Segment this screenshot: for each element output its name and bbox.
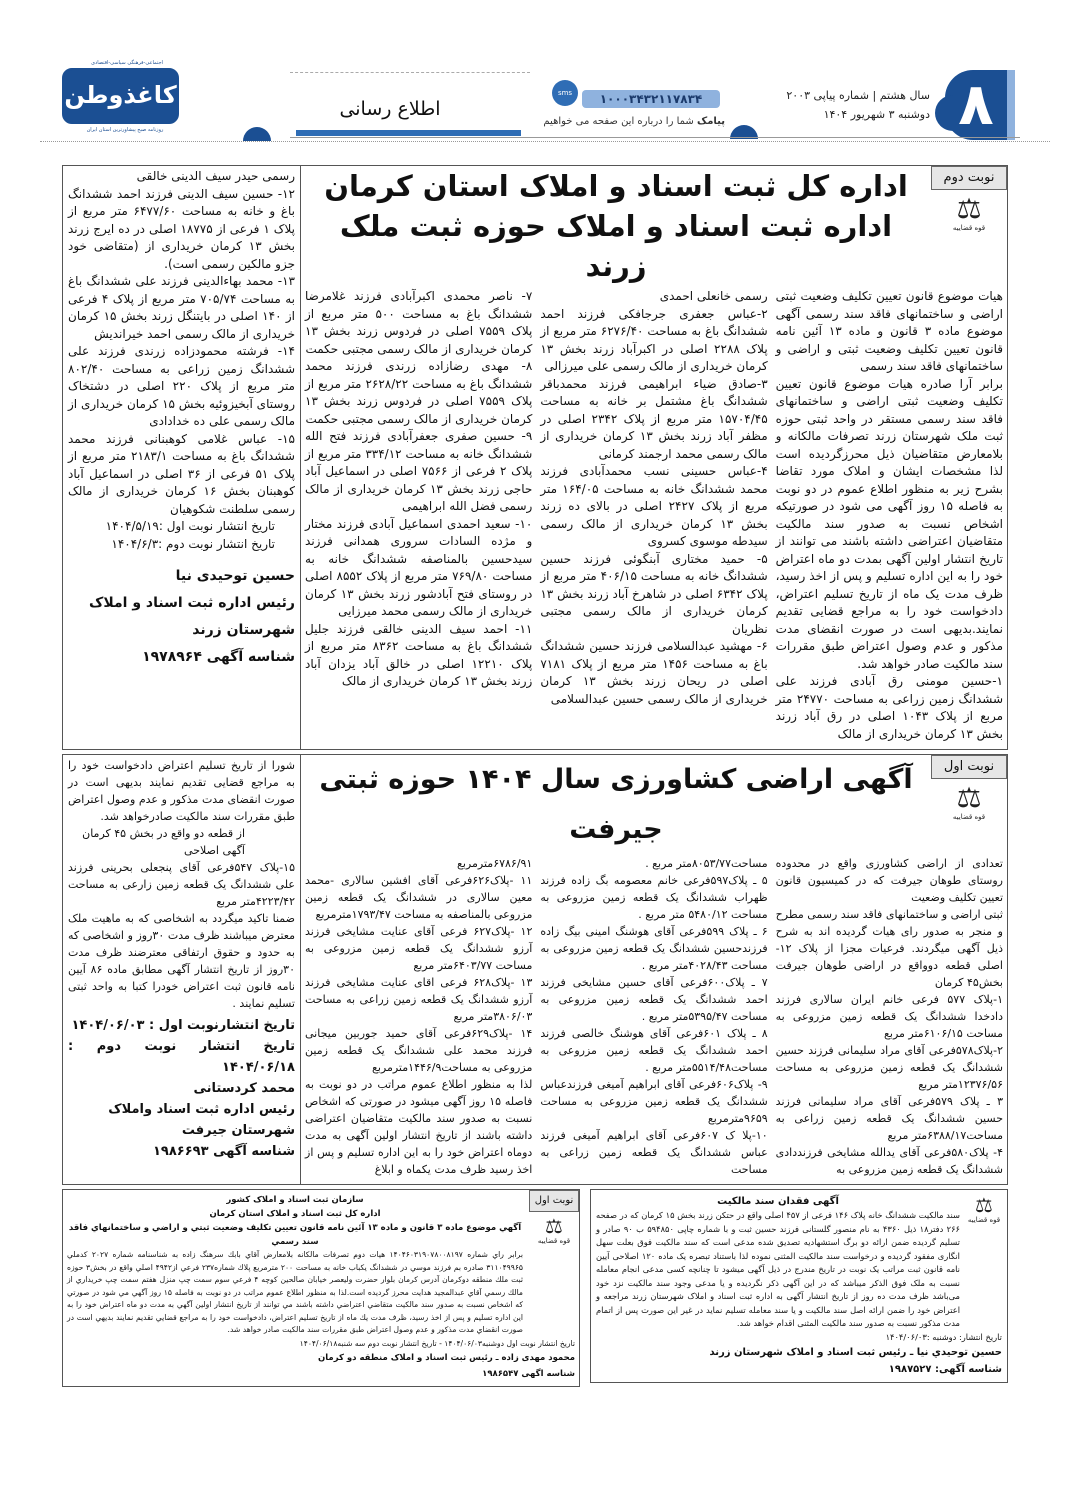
ad-main-part bbox=[301, 755, 1007, 1184]
publish-date-second: تاریخ انتشار نوبت دوم : ۱۴۰۴/۰۶/۱۸ bbox=[68, 1039, 295, 1075]
sms-caption bbox=[540, 116, 725, 127]
emblem-caption: قوه قضاییه bbox=[967, 1216, 1001, 1224]
ad-main-part bbox=[301, 166, 1007, 749]
divider bbox=[40, 141, 1050, 142]
signer-title: رئیس اداره ثبت اسناد و املاک bbox=[89, 595, 295, 611]
issue-line: سال هشتم | شماره پیاپی ۲۰۰۳ bbox=[786, 89, 930, 102]
ad-body: برابر راي شماره ۱۴۰۴۶۰۳۱۹۰۷۸۰۰۸۱۹۷ هيات دوم تصرفات مالكانه بلامعارض آقاي بابك سرهنگ زاده به شناسنامه شماره ۲۰۲۷ كدملي ۳۱۱۰۴۹۹۶۵ صادره بم فرزند موسي در ششدانگ يكباب خانه به مساحت ۲۰۰ مترمربع پلاك شماره۲۳۷ فرعي از۴۹۴۲ اصلي واقع در بخش۳ حوزه ثبت ملك منطقه دوكرمان آدرس كرمان بلوار حضرت وليعصر خيابان صالحين كوچه ۴ فرعي سوم سمت چپ منزل هفتم سمت چپ خريداري از مالك رسمي آقاي عبدالمجيد هدايت محرز گرديده است.لذا به منظور اطلاع عموم مراتب در دو نوبت به فاصله ۱۵ روز آگهي مي شود در صورتي كه اشخاص نسبت به صدور سند مالكيت متقاضي اعتراضي داشته باشند مي توانند از تاريخ انتشار اولين آگهي به مدت دو ماه اعتراض خود را به اين اداره تسليم و پس از اخذ رسيد، ظرف مدت يك ماه از تاريخ تسليم اعتراض، دادخواست خود را به مراجع قضايي تقديم نمايند بديهي است در صورت انقضاي مدت مذكور و عدم وصول اعتراض طبق مقررات سند مالكيت صادر خواهد شد. bbox=[67, 1250, 523, 1334]
ad-columns bbox=[301, 288, 1007, 749]
paragraph: ۱۵-پلاک ۵۴۷فرعی آقای پنجعلی بحرینی فرزند علی ششدانگ یک قطعه زمین زارعی به مساحت ۴۲۲۳/۴۲متر مربع bbox=[68, 861, 295, 908]
logo-tagline-bottom: روزنامه صبح پیشاورترین استان ایران bbox=[86, 127, 164, 133]
ad-title: آگهی فقدان سند مالکیت bbox=[717, 1196, 839, 1207]
column-left bbox=[63, 755, 300, 1184]
paragraph: ۲-پلاک۵۷۸فرعی آقای مراد سلیمانی فرزند حسین ششدانگ یک قطعه زمین مزروعی به مساحت ۱۲۳۷۶/۵۶متر مربع bbox=[775, 1044, 1003, 1091]
paragraph: ۴-عباس حسینی نسب محمدآبادی فرزند محمد ششدانگ خانه به مساحت ۱۶۴/۰۵ متر مربع از پلاک ۲۴۲۷ اصلی در بالای ده زرند بخش ۱۳ کرمان خریداری از مالک رسمی سیدطه موسوی کسروی bbox=[540, 464, 768, 548]
paragraph: ۸- مهدی رضازاده زرندی فرزند محمد ششدانگ باغ به مساحت ۲۶۲۸/۲۲ متر مربع از پلاک ۷۵۵۹ اصلی در فردوس زرند بخش ۱۳ کرمان خریداری از مالک رسمی مجتبی حکمت bbox=[305, 359, 533, 426]
signature: حسین توحیدي نیا ـ رئیس ثبت اسناد و املاک شهرستان زرند bbox=[709, 1347, 1002, 1358]
judiciary-emblem-icon: ⚖ قوه قضاییه bbox=[931, 783, 1007, 821]
divider bbox=[290, 137, 1020, 138]
paragraph: رسمی حیدر سیف الدینی خالقی bbox=[136, 169, 295, 183]
ad-id: شناسه آگهی ۱۹۷۸۹۶۴ bbox=[142, 649, 295, 665]
paragraph: ۱۰-پلا ک ۶۰۷فرعی آقای ابراهیم آمیغی فرزند عباس ششدانگ یک قطعه زمین زراعی به مساحت bbox=[540, 1129, 768, 1176]
judiciary-emblem-icon: ⚖ قوه قضاییه bbox=[931, 194, 1007, 232]
paragraph: ۱۰- سعید احمدی اسماعیل آبادی فرزند مختار و مژده السادات سروری همدانی فرزند سیدحسین بالمناصفه ششدانگ خانه به مساحت ۷۶۹/۸۰ متر مربع از پلاک ۸۵۵۲ اصلی در روستای فتح آبادشور زرند بخش ۱۳ کرمان خریداری از مالک رسمی محمد میرزایی bbox=[305, 516, 533, 618]
paragraph: ۹- پلاک۶۰۶فرعی آقای ابراهیم آمیغی فرزندعباس ششدانگ یک قطعه زمین مزروعی به مساحت ۹۶۵۹مترمربع bbox=[540, 1078, 768, 1125]
label-block bbox=[529, 1190, 579, 1337]
ad-title-2: اداره ثبت اسناد و املاک حوزه ثبت ملک زرند bbox=[339, 209, 893, 283]
paragraph: ۷- ناصر محمدی اکبرآبادی فرزند غلامرضا ششدانگ باغ به مساحت ۵۰۰ متر مربع از پلاک ۷۵۵۹ اصلی در فردوس زرند بخش ۱۳ کرمان خریداری از مالک رسمی مجتبی حکمت bbox=[305, 289, 533, 356]
ad-zarand-registration bbox=[62, 165, 1008, 750]
signer-name: محمد کردستانی bbox=[193, 1081, 295, 1096]
paragraph: ضمنا تاکید میگردد به اشخاصی که به ماهیت ملک معترض میباشند ظرف مدت ۳۰روز و اشخاصی که به حدود و حقوق ارتفاقی معترضند ظرف مدت ۳۰روز از تاریخ انتشار آگهی مطابق ماده ۸۶ آیین نامه قانون ثبت اعتراض خودرا کتبا به واحد ثبتی تسلیم نمایند . bbox=[68, 912, 295, 1010]
ad-id: شناسه آگهی ۱۹۸۶۶۹۳ bbox=[153, 1144, 295, 1159]
ad-lost-title-deed bbox=[590, 1189, 1008, 1383]
ad-title: آگهی اراضی کشاورزی سال ۱۴۰۴ حوزه ثبتی جیرفت bbox=[319, 764, 913, 845]
ad-columns bbox=[301, 855, 1007, 1184]
paragraph: ۴- پلاک۵۸۰فرعی آقای یدالله مشایخی فرزنددادی ششدانگ یک قطعه زمین مزروعی به bbox=[775, 1146, 1003, 1176]
column-mid-left bbox=[305, 288, 532, 743]
publish-date-first: تاریخ انتشارنوبت اول : ۱۴۰۴/۰۶/۰۳ bbox=[71, 1018, 295, 1033]
paragraph: ۳-صادق ضیاء ابراهیمی فرزند محمدباقر ششدانگ باغ مشتمل بر خانه به مساحت ۱۵۷۰۴/۴۵ متر مربع از پلاک ۲۳۴۲ اصلی در مظفر آباد زرند بخش ۱۳ کرمان خریداری از مالک رسمی محمد ارجمند کرمانی bbox=[540, 376, 768, 461]
ad-content bbox=[596, 1194, 960, 1331]
ad-title-1: اداره کل ثبت اسناد و املاک استان کرمان bbox=[324, 169, 908, 203]
paragraph: ۵- حمید مختاری آبنگوئی فرزند حسین ششدانگ خانه به مساحت ۴۰۶/۱۵ متر مربع از پلاک ۶۳۴۲ اصلی در شاهرخ آباد زرند بخش ۱۳ کرمان خریداری از مالک رسمی مجتبی نظریان bbox=[540, 551, 768, 636]
sms-caption-text: شما را درباره این صفحه می خواهیم bbox=[543, 116, 694, 127]
paragraph: ۸ ـ پلاک ۶۰۱فرعی آقای هوشنگ خالصی فرزند احمد ششدانگ یک قطعه زمین مزروعی به مساحت۵۵۱۴/۴۸متر مربع . bbox=[540, 1027, 768, 1074]
newspaper-logo bbox=[62, 68, 179, 124]
ad-title-3: آگهي موضوع ماده ۳ قانون و ماده ۱۳ آئين نامه قانون تعيين تكليف وضعيت ثبتي و اراضي و ساختمانهاي فاقد سند رسمي bbox=[68, 1223, 522, 1247]
ad-header bbox=[301, 166, 1007, 286]
paragraph: رسمی خانعلی احمدی bbox=[659, 289, 768, 303]
paragraph: ۱-حسین مومنی رق آبادی فرزند علی ششدانگ زمین زراعی به مساحت ۲۴۷۷۰ متر مربع از پلاک ۱۰۴۳ اصلی در رق آباد زرند بخش ۱۳ کرمان خریداری از مالک bbox=[775, 674, 1004, 741]
publication-label: نوبت اول bbox=[529, 1190, 579, 1212]
bottom-ads-row bbox=[62, 1189, 1008, 1387]
paragraph: ۷ ـ پلاک۶۰۰فرعی آقای حسین مشایخی فرزند احمد ششدانگ یک قطعه زمین مزروعی به مساحت ۵۳۹۵/۴۷متر مربع . bbox=[540, 976, 768, 1023]
paragraph: ۱-پلاک ۵۷۷ فرعی خانم ایران سالاری فرزند دادخدا ششدانگ یک قطعه زمین مزروعی به مساحت ۶۱۰۶/۱۵متر مربع bbox=[775, 993, 1003, 1040]
signer-city: شهرستان زرند bbox=[192, 622, 295, 638]
paragraph: آگهی اصلاحی bbox=[184, 844, 245, 857]
ad-jiroft-agricultural-land bbox=[62, 754, 1008, 1185]
paragraph: ۱۳- محمد بهاءالدینی فرزند علی ششدانگ باغ به مساحت ۷۰۵/۷۴ متر مربع از پلاک ۴ فرعی از ۱۴۰ اصلی در بایتنگل زرند بخش ۱۵ کرمان خریداری از مالک رسمی احمد خیراندیش bbox=[68, 274, 295, 341]
date-line: دوشنبه ۳ شهریور ۱۴۰۴ bbox=[823, 108, 930, 121]
emblem-caption: قوه قضاییه bbox=[952, 813, 986, 821]
paragraph: ۱۵- عباس غلامی کوهبنانی فرزند محمد ششدانگ باغ به مساحت ۲۱۸۳/۱ متر مربع از پلاک ۵۱ فرعی از ۳۶ اصلی در اسماعیل آباد کوهبنان بخش ۱۶ کرمان خریداری از مالک رسمی سلطنت شکوهیان bbox=[68, 431, 296, 516]
publish-date-first: تاریخ انتشار نوبت اول :۱۴۰۴/۵/۱۹ bbox=[105, 519, 275, 533]
signer-title: رئیس اداره ثبت اسناد واملاک bbox=[108, 1102, 295, 1117]
ad-body: سند مالکیت ششدانگ خانه پلاک ۱۴۶ فرعی از ۴۵۷ اصلی واقع در حتکن زرند بخش ۱۵ کرمان که در صفحه ۲۶۶ دفتر۱۸ ذیل ۴۳۶۰ به نام منصور گلستانی فرزند حسین ثبت و با شماره چاپی ۵۹۴۸۵۰ ب ۹۰ صادر و تسلیم گردیده ضمن ارائه دو برگ استشهادیه تصدیق شده مدعی است که سند مالکیت فوق بعلت سهل انگاری مفقود گردیده و درخواست سند مالکیت المثنی نموده لذا باستناد تبصره یک ماده ۱۲۰ اصلاحی آیین نامه قانون ثبت مراتب یک نوبت در تاریخ مندرج در ذیل آگهی میشود تا چنانچه کسی مدعی انجام معامله نسبت به ملک فوق الذکر میباشد که در این آگهی ذکر نگردیده و یا مدعی وجود سند مالکیت نزد خود می‌باشد ظرف مدت ده روز از تاریخ انتشار آگهی به اداره ثبت اسناد و املاک شهرستان زرند مراجعه و اعتراض خود را ضمن ارائه اصل سند مالکیت و یا سند معامله تسلیم نماید در غیر این صورت پس از اتمام مدت مذکور نسبت به صدور سند مالکیت المثنی اقدام خواهد شد. bbox=[596, 1210, 960, 1328]
label-block bbox=[931, 755, 1007, 821]
ad-title-1: سازمان ثبت اسناد و املاک کشور bbox=[226, 1195, 364, 1205]
paragraph: ثبتی اراضی و ساختمانهای فاقد سند رسمی مطرح و منجر به صدور رای هیات گردیده اند به شرح ذیل آگهی میگردند. فرعیات مجزا از پلاک ۱۲- اصلی قطعه دوواقع در اراضی طوهان جیرفت بخش۴۵ کرمان bbox=[775, 908, 1003, 989]
paragraph: ۱۴- فرشته محمودزاده زرندی فرزند علی ششدانگ زمین زراعی به مساحت ۸۰۲/۴۰ متر مربع از پلاک ۲۲۰ اصلی در دشتخاک روستای آبخیزوئیه بخش ۱۵ کرمان خریداری از مالک رسمی علی ده خدادادی bbox=[68, 344, 295, 428]
publish-dates: تاريخ انتشار نوبت اول دوشنبه۱۴۰۴/۰۶/۰۳ - تاريخ انتشار نوبت دوم سه شنبه۱۴۰۴/۰۶/۱۸ bbox=[299, 1338, 575, 1348]
column-mid bbox=[540, 855, 767, 1178]
paragraph: ۳ ـ پلاک ۵۷۹فرعی آقای مراد سلیمانی فرزند حسین ششدانگ یک قطعه زمین زراعی به مساحت۶۳۸۸/۱۷متر مربع bbox=[775, 1095, 1003, 1142]
paragraph: ۱۱- احمد سیف الدینی خالقی فرزند جلیل ششدانگ باغ به مساحت ۸۳۶۲ متر مربع از پلاک ۱۲۲۱۰ اصلی در خالق آباد یزدان آباد زرند بخش ۱۳ کرمان خریداری از مالک bbox=[305, 621, 533, 688]
flower-ornament-icon bbox=[935, 95, 953, 131]
publication-label: نوبت دوم bbox=[931, 166, 1007, 190]
column-right bbox=[776, 855, 1003, 1178]
paragraph: ۱۱ -پلاک۶۲۶فرعی آقای افشین سالاری -محمد معین سالاری در ششدانگ یک قطعه زمین مزروعی بالمناصفه به مساحت ۱۷۹۳/۴۷مترمربع bbox=[305, 874, 533, 921]
paragraph: ۲-عباس جعفری جرجافکی فرزند احمد ششدانگ باغ به مساحت ۶۲۷۶/۴۰ متر مربع از پلاک ۲۲۸۸ اصلی در اکبرآباد زرند بخش ۱۳ کرمان خریداری از مالک رسمی علی میرزالی bbox=[540, 306, 768, 373]
paragraph: از قطعه دو واقع در بخش ۴۵ کرمان bbox=[82, 827, 245, 840]
judiciary-emblem-icon: ⚖ قوه قضاییه bbox=[529, 1215, 579, 1245]
sms-number: ۱۰۰۰۳۴۳۲۱۱۷۸۳۴ bbox=[582, 90, 720, 108]
paragraph: ۹- حسین صفری جعفرآبادی فرزند فتح الله ششدانگ خانه به مساحت ۳۳۴/۱۲ متر مربع از پلاک ۲ فرعی از ۷۵۶۶ اصلی در اسماعیل آباد حاجی زرند بخش ۱۳ کرمان خریداری از مالک رسمی فضل الله ابراهیمی bbox=[305, 429, 533, 513]
paragraph: هیات موضوع قانون تعیین تکلیف وضعیت ثبتی اراضی و ساختمانهای فاقد سند رسمی آگهی موضوع ماده ۳ قانون و ماده ۱۳ آئین نامه قانون تعیین تکلیف وضعیت ثبتی و اراضی و ساختمانهای فاقد سند رسمی bbox=[775, 289, 1003, 373]
ad-kerman-registration bbox=[62, 1189, 580, 1387]
issue-info bbox=[760, 86, 930, 124]
label-block bbox=[931, 166, 1007, 232]
ads-area bbox=[62, 165, 1008, 1387]
paragraph: ۵ ـ پلاک۵۹۷فرعی خانم معصومه بگ زاده فرزند ظهراب ششدانگ یک قطعه زمین مزروعی به مساحت ۵۴۸۰/۱۲ متر مربع . bbox=[540, 874, 768, 921]
page-number: ۸ bbox=[945, 70, 1007, 140]
paragraph: ۱۴ -پلاک۶۲۹فرعی آقای حمید جوربین میجانی فرزند محمد علی ششدانگ یک قطعه زمین مزروعی به مساحت۱۴۴۶/۹مترمربع bbox=[305, 1027, 533, 1074]
paragraph: ۶- مهشید عبدالسلامی فرزند حسین ششدانگ باغ به مساحت ۱۴۵۶ متر مربع از پلاک ۷۱۸۱ اصلی در ریحان زرند بخش ۱۳ کرمان خریداری از مالک رسمی حسین عبدالسلامی bbox=[540, 639, 768, 706]
signer-city: شهرستان جیرفت bbox=[181, 1123, 295, 1138]
ad-id: شناسه آگهی: ۱۹۸۷۵۲۷ bbox=[888, 1364, 1002, 1375]
paragraph: ۱۳ -پلاک۶۲۸ فرعی اقای عنایت مشایخی فرزند آرزو ششدانگ یک قطعه زمین زراعی به مساحت ۳۸۰۶/۰۳متر مربع bbox=[305, 976, 533, 1023]
publish-date: تاریخ انتشار: دوشنبه :۱۴۰۴/۰۶/۰۳ bbox=[885, 1331, 1002, 1342]
ad-header bbox=[596, 1194, 1002, 1331]
logo-tagline-top: اجتماعی-فرهنگی سیاسی-اقتصادی bbox=[91, 60, 163, 66]
ad-titles bbox=[301, 166, 931, 286]
signature: محمود مهدی زاده ـ رئیس ثبت اسناد و املاک منطقه دو کرمان bbox=[317, 1353, 575, 1363]
sms-icon: sms bbox=[552, 80, 578, 106]
emblem-caption: قوه قضاییه bbox=[952, 224, 986, 232]
logo-text: کاغذوطن bbox=[64, 81, 177, 109]
emblem-caption: قوه قضاییه bbox=[537, 1237, 571, 1245]
paragraph: ۶ ـ پلاک ۵۹۹فرعی آقای هوشنگ امینی بیگ زاده فرزندحسین ششدانگ یک قطعه زمین مزروعی به مساحت ۴۰۲۸/۴۳متر مربع . bbox=[540, 925, 768, 972]
publication-label: نوبت اول bbox=[931, 755, 1007, 779]
ad-header bbox=[301, 755, 1007, 855]
publish-date-second: تاریخ انتشار نوبت دوم :۱۴۰۴/۶/۳ bbox=[111, 536, 275, 551]
column-mid-left bbox=[305, 855, 532, 1178]
paragraph: شورا از تاریخ تسلیم اعتراض دادخواست خود را به مراجع قضایی تقدیم نمایند بدیهی است در صورت انقضای مدت مذکور و عدم وصول اعتراض طبق مقررات سند مالکیت صادرخواهد شد. bbox=[68, 759, 295, 823]
divider bbox=[290, 72, 530, 73]
signer-name: حسین توحیدی نیا bbox=[175, 568, 295, 584]
paragraph: ۱۲- حسین سیف الدینی فرزند احمد ششدانگ باغ و خانه به مساحت ۶۴۷۷/۶۰ متر مربع از پلاک ۱ فرعی از ۱۸۷۷۵ اصلی در ده ایرج زرند بخش ۱۳ کرمان خریداری از (متقاضی خود جزو مالکین رسمی است). bbox=[68, 186, 295, 271]
column-divider bbox=[300, 166, 301, 749]
section-title: اطلاع رسانی bbox=[339, 98, 441, 120]
paragraph: ۱۲ -پلاک۶۲۷ فرعی آقای عنایت مشایخی فرزند آرزو ششدانگ یک قطعه زمین مزروعی به مساحت ۶۴۰۳/۷۷متر مربع bbox=[305, 925, 533, 972]
ad-header bbox=[67, 1190, 579, 1337]
column-left bbox=[63, 166, 300, 749]
paragraph: مساحت۸۰۵۳/۷۷متر مربع . bbox=[645, 857, 768, 870]
column-mid-right bbox=[540, 288, 767, 743]
ad-id: شناسه اگهی ۱۹۸۶۵۴۷ bbox=[482, 1369, 575, 1379]
column-right bbox=[776, 288, 1003, 743]
column-divider bbox=[300, 755, 301, 1184]
signature-block bbox=[68, 1015, 295, 1162]
section-title-bar bbox=[296, 130, 521, 136]
ad-titles bbox=[67, 1193, 523, 1249]
flower-ornament-icon bbox=[243, 127, 271, 141]
ad-titles bbox=[301, 755, 931, 855]
ad-title-2: اداره کل ثبت اسناد و املاک استان کرمان bbox=[209, 1209, 381, 1219]
judiciary-emblem-icon: ⚖ قوه قضاییه bbox=[967, 1193, 1001, 1224]
intro-text: تعدادی از اراضی کشاورزی واقع در محدوده روستای طوهان جیرفت که در کمیسیون قانون تعیین تکلیف وضعیت bbox=[775, 857, 1003, 904]
paragraph: ۶۷۸۶/۹۱مترمربع bbox=[457, 857, 533, 870]
ad-content bbox=[67, 1190, 523, 1337]
paragraph: لذا به منظور اطلاع عموم مراتب در دو نوبت به فاصله ۱۵ روز آگهی میشود در صورتی که اشخاص نسبت به صدور سند مالکیت متقاضیان اعتراضی داشته باشند از تاریخ انتشار اولین آگهی به مدت دوماه اعتراض خود را به این اداره تسلیم و پس از اخذ رسید ظرف مدت یکماه و ابلاغ bbox=[305, 1078, 533, 1176]
signature-block bbox=[68, 563, 295, 671]
paragraph: برابر آرا صادره هیات موضوع قانون تعیین تکلیف وضعیت ثبتی اراضی و ساختمانهای فاقد سند رسمی مستقر در واحد ثبتی حوزه ثبت ملک شهرستان زرند تصرفات مالکانه و بلامعارض متقاضیان ذیل محرزگردیده است لذا مشخصات ایشان و املاک مورد تقاضا بشرح زیر به منظور اطلاع عموم در دو نوبت به فاصله ۱۵ روز آگهی می شود در صورتیکه اشخاص نسبت به صدور سند مالکیت متقاضیان اعتراضی داشته باشند می توانند از تاریخ انتشار اولین آگهی بمدت دو ماه اعتراض خود را به این اداره تسلیم و پس از اخذ رسید، ظرف مدت یک ماه از تاریخ تسلیم اعتراض، دادخواست خود را به مراجع قضایی تقدیم نمایند.بدیهی است در صورت انقضای مدت مذکور و عدم وصول اعتراض طبق مقررات سند مالکیت صادر خواهد شد. bbox=[775, 376, 1003, 671]
sms-caption-bold: پیامک bbox=[696, 116, 725, 127]
